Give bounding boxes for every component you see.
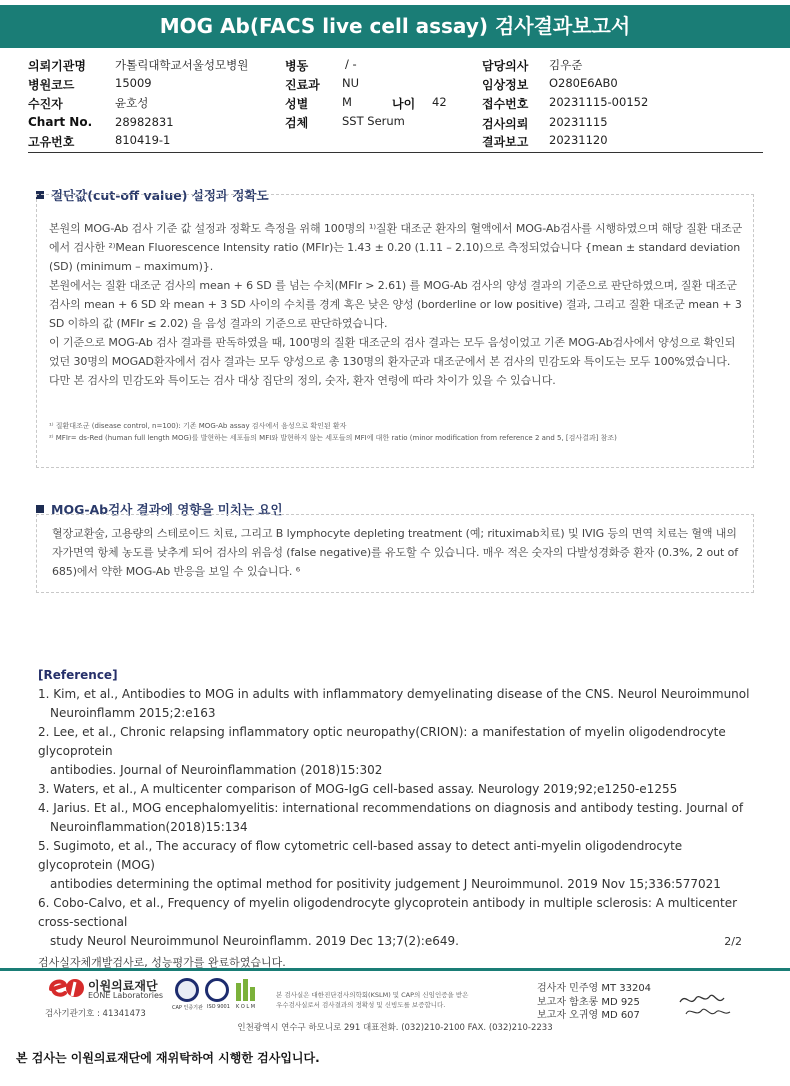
value-receipt-no: 20231115-00152 — [549, 95, 649, 109]
section-factors-box — [36, 514, 754, 593]
value-department: NU — [342, 76, 360, 90]
signer-reporter-2: 보고자 오귀영 MD 607 — [537, 1010, 640, 1021]
value-request-date: 20231115 — [549, 115, 608, 129]
section-cutoff-box — [36, 194, 754, 468]
value-sex: M — [342, 95, 352, 109]
reference-line: study Neurol Neuroimmunol Neuroinflamm. 2019 Dec 13;7(2):e649. — [50, 934, 459, 948]
bullet-square-icon — [36, 505, 44, 513]
handwritten-signature — [676, 990, 746, 1020]
kolm-badge-icon — [235, 977, 257, 1003]
reference-line: antibodies. Journal of Neuroinflammation (2018)15:302 — [50, 763, 383, 777]
iso-badge-icon — [205, 978, 229, 1002]
certification-note-line-1: 본 검사실은 대한진단검사의학회(KSLM) 및 CAP의 신임인증을 받은 — [276, 991, 469, 999]
value-patient-name: 윤호성 — [115, 96, 149, 110]
label-chart-no: Chart No. — [28, 115, 93, 129]
label-unique-id: 고유번호 — [28, 135, 75, 149]
outsourcing-note: 본 검사는 이원의료재단에 재위탁하여 시행한 검사입니다. — [16, 1051, 320, 1065]
reference-line: 3. Waters, et al., A multicenter comparison of MOG-IgG cell-based assay. Neurology 2019;92;e1250-e1255 — [38, 782, 678, 796]
certification-note — [276, 990, 468, 1010]
cutoff-paragraph-2: 본원에서는 질환 대조군 검사의 mean + 6 SD 를 넘는 수치(MFIr > 2.61) 를 MOG-Ab 검사의 양성 결과의 기준으로 판단하였으며, 질환 대조군 검사의 mean + 6 SD 와 mean + 3 SD 사이의 수치를 경계 혹은 낮은 양성 (borderline or low positive) 결과, 그리고 질환 대조군 mean + 3 SD 이하의 값 (MFIr ≤ 2.02) 을 음성 결과의 기준으로 판단하였습니다. — [49, 279, 742, 330]
org-name: 이원의료재단 — [88, 979, 158, 993]
footer-divider — [0, 968, 790, 971]
value-doctor: 김우준 — [549, 58, 583, 72]
cutoff-paragraph-3: 이 기준으로 MOG-Ab 검사 결과를 판독하였을 때, 100명의 질환 대조군의 검사 결과는 모두 음성이었고 기존 MOG-Ab검사에서 양성으로 확인되었던 30명의 MOGAD환자에서 검사 결과는 모두 양성으로 총 130명의 환자군과 대조군에서 본 검사의 민감도와 특이도는 모두 100%였습니다. 다만 본 검사의 민감도와 특이도는 검사 대상 집단의 정의, 숫자, 환자 연령에 따라 차이가 있을 수 있습니다. — [49, 336, 736, 387]
report-title: MOG Ab(FACS live cell assay) 검사결과보고서 — [0, 5, 790, 48]
reference-line: Neuroinflammation(2018)15:134 — [50, 820, 248, 834]
label-hospital-code: 병원코드 — [28, 78, 75, 92]
signer-reporter-1: 보고자 함초롱 MD 925 — [537, 997, 640, 1008]
label-requesting-institution: 의뢰기관명 — [28, 59, 86, 73]
address-line: 인천광역시 연수구 하모니로 291 대표전화. (032)210-2100 FAX. (032)210-2233 — [237, 1023, 553, 1033]
section-factors-title: MOG-Ab검사 결과에 영향을 미치는 요인 — [36, 500, 283, 518]
value-clinical-info: O280E6AB0 — [549, 76, 618, 90]
registration-code: 검사기관기호 : 41341473 — [45, 1009, 146, 1019]
section-cutoff-title: 절단값(cut-off value) 설정과 정확도 — [36, 186, 269, 204]
page-number: 2/2 — [724, 935, 742, 948]
cutoff-paragraph-1: 본원의 MOG-Ab 검사 기준 값 설정과 정확도 측정을 위해 100명의 ¹⁾질환 대조군 환자의 혈액에서 MOG-Ab검사를 시행하였으며 해당 질환 대조군에서 검사한 ²⁾Mean Fluorescence Intensity ratio (MFIr)는 1.43 ± 0.20 (1.11 – 2.10)으로 측정되었습니다 {mean ± standard deviation (SD) (minimum – maximum)}. — [49, 222, 743, 273]
label-ward: 병동 — [285, 59, 309, 73]
reference-list — [38, 685, 758, 972]
value-report-date: 20231120 — [549, 133, 608, 147]
value-hospital-code: 15009 — [115, 76, 152, 90]
label-specimen: 검체 — [285, 116, 309, 130]
label-receipt-no: 접수번호 — [482, 97, 529, 111]
reference-line: antibodies determining the optimal method for positivity judgement J Neuroimmunol. 2019 Nov 15;336:577021 — [50, 877, 721, 891]
certification-note-line-2: 우수검사실로서 검사결과의 정확성 및 신빙도를 보증합니다. — [276, 1001, 446, 1009]
label-department: 진료과 — [285, 78, 320, 92]
label-sex: 성별 — [285, 97, 309, 111]
label-clinical-info: 임상정보 — [482, 78, 529, 92]
label-patient-name: 수진자 — [28, 97, 63, 111]
footnote-2: ²⁾ MFIr= ds-Red (human full length MOG)를 발현하는 세포들의 MFI와 발현하지 않는 세포들의 MFI에 대한 ratio (minor modification from reference 2 and 5, [검사결과] 참조) — [49, 434, 617, 442]
patient-info-header — [0, 54, 790, 154]
label-age: 나이 — [392, 97, 416, 111]
value-ward: / - — [345, 57, 357, 71]
eone-logo-icon — [45, 975, 85, 1001]
reference-line: 4. Jarius. Et al., MOG encephalomyelitis: international recommendations on diagnosis and antibody testing. Journal of — [38, 801, 744, 815]
value-age: 42 — [432, 95, 447, 109]
signer-tester: 검사자 민주영 MT 33204 — [537, 983, 652, 994]
header-divider — [28, 152, 763, 153]
value-unique-id: 810419-1 — [115, 133, 171, 147]
closing-statement: 검사실자체개발검사로, 성능평가를 완료하였습니다. — [38, 956, 286, 969]
cutoff-text — [49, 219, 743, 390]
reference-title: [Reference] — [38, 668, 118, 682]
reference-line: Neuroinflamm 2015;2:e163 — [50, 706, 216, 720]
reference-line: 2. Lee, et al., Chronic relapsing inflammatory optic neuropathy(CRION): a manifestation of myelin oligodendrocyte glycoprotein — [38, 725, 726, 758]
label-report-date: 결과보고 — [482, 135, 529, 149]
value-chart-no: 28982831 — [115, 115, 174, 129]
factors-text: 혈장교환술, 고용량의 스테로이드 치료, 그리고 B lymphocyte depleting treatment (예; rituximab치료) 및 IVIG 등의 면역 치료는 혈액 내의 자가면역 항체 농도를 낮추게 되어 검사의 위음성 (false negative)를 유도할 수 있습니다. 매우 적은 숫자의 다발성경화증 환자 (0.3%, 2 out of 685)에서 약한 MOG-Ab 반응을 보일 수 있습니다. ⁶ — [52, 527, 738, 578]
reference-line: cross-sectional — [38, 915, 128, 929]
value-requesting-institution: 가톨릭대학교서울성모병원 — [115, 58, 249, 72]
cap-badge-label: CAP 인증기관 — [172, 1005, 203, 1011]
reference-line: 6. Cobo-Calvo, et al., Frequency of myelin oligodendrocyte glycoprotein antibody in multiple sclerosis: A multicenter — [38, 896, 738, 910]
org-name-en: EONE Laboratories — [88, 991, 164, 1000]
iso-badge-label: ISO 9001 — [207, 1004, 230, 1010]
reference-line: 1. Kim, et al., Antibodies to MOG in adults with inflammatory demyelinating disease of the CNS. Neurol Neuroimmunol — [38, 687, 750, 701]
cap-badge-icon — [175, 978, 199, 1002]
footnote-1: ¹⁾ 질환대조군 (disease control, n=100): 기존 MOG-Ab assay 검사에서 음성으로 확인된 환자 — [49, 422, 347, 430]
kolm-badge-label: K O L M — [236, 1004, 256, 1010]
reference-line: 5. Sugimoto, et al., The accuracy of flow cytometric cell-based assay to detect anti-myelin oligodendrocyte glycoprotein (MOG) — [38, 839, 683, 872]
value-specimen: SST Serum — [342, 114, 405, 128]
cutoff-footnotes — [49, 420, 743, 444]
label-request-date: 검사의뢰 — [482, 117, 529, 131]
label-doctor: 담당의사 — [482, 59, 529, 73]
